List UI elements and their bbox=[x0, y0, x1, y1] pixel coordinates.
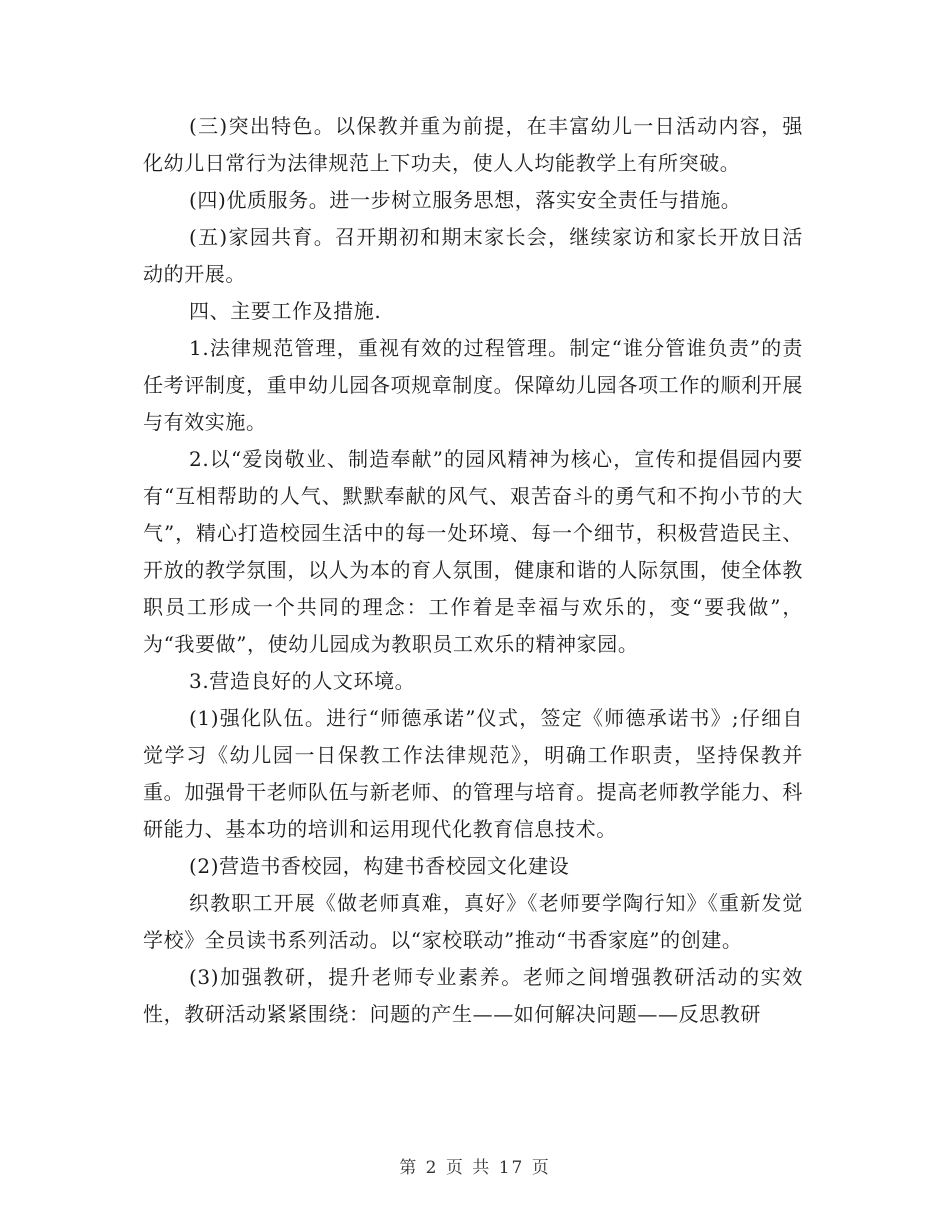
heading-main-work: 四、主要工作及措施. bbox=[189, 299, 382, 323]
paragraph-section-3: (三)突出特色。以保教并重为前提，在丰富幼儿一日活动内容，强化幼儿日常行为法律规范上下功夫，使人人均能教学上有所突破。 bbox=[143, 114, 803, 175]
paragraph-subitem-3: (3)加强教研，提升老师专业素养。老师之间增强教研活动的实效性，教研活动紧紧围绕：问题的产生——如何解决问题——反思教研 bbox=[143, 965, 803, 1026]
paragraph-item-1: 1.法律规范管理，重视有效的过程管理。制定“谁分管谁负责”的责任考评制度，重申幼儿园各项规章制度。保障幼儿园各项工作的顺利开展与有效实施。 bbox=[143, 336, 803, 434]
document-body bbox=[143, 108, 803, 1033]
paragraph-section-5: (五)家园共育。召开期初和期末家长会，继续家访和家长开放日活动的开展。 bbox=[143, 225, 803, 286]
paragraph-reading-activities: 织教职工开展《做老师真难，真好》《老师要学陶行知》《重新发觉学校》全员读书系列活动。以“家校联动”推动“书香家庭”的创建。 bbox=[143, 891, 803, 952]
paragraph-section-4: (四)优质服务。进一步树立服务思想，落实安全责任与措施。 bbox=[189, 188, 742, 212]
paragraph-subitem-2: (2)营造书香校园，构建书香校园文化建设 bbox=[189, 854, 570, 878]
page-number-footer: 第 2 页 共 17 页 bbox=[399, 1158, 551, 1178]
paragraph-subitem-1: (1)强化队伍。进行“师德承诺”仪式，签定《师德承诺书》;仔细自觉学习《幼儿园一日保教工作法律规范》，明确工作职责，坚持保教并重。加强骨干老师队伍与新老师、的管理与培育。提高老师教学能力、科研能力、基本功的培训和运用现代化教育信息技术。 bbox=[143, 706, 803, 841]
paragraph-item-3: 3.营造良好的人文环境。 bbox=[189, 669, 416, 693]
paragraph-item-2: 2.以“爱岗敬业、制造奉献”的园风精神为核心，宣传和提倡园内要有“互相帮助的人气、默默奉献的风气、艰苦奋斗的勇气和不拘小节的大气”，精心打造校园生活中的每一处环境、每一个细节，积极营造民主、开放的教学氛围，以人为本的育人氛围，健康和谐的人际氛围，使全体教职员工形成一个共同的理念：工作着是幸福与欢乐的，变“要我做”，为“我要做”，使幼儿园成为教职员工欢乐的精神家园。 bbox=[143, 447, 803, 656]
